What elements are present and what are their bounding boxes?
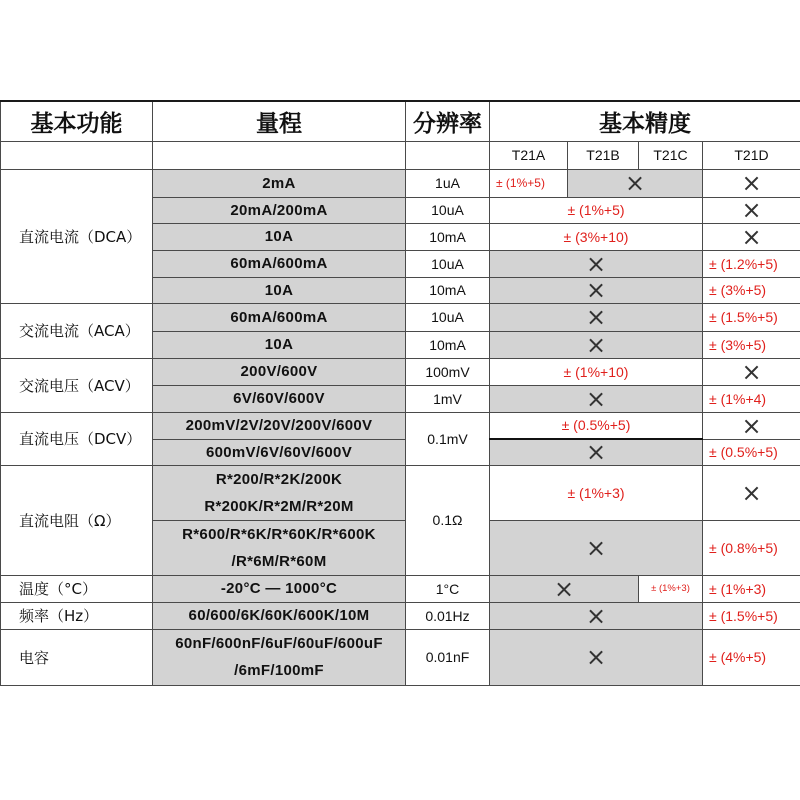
range-line: R*200/R*2K/200K xyxy=(215,470,343,488)
range-cell: 60/600/6K/60K/600K/10M xyxy=(153,602,406,629)
range-line: R*600/R*6K/R*60K/R*600K xyxy=(182,525,376,543)
accuracy-t21d: ± (1%+3) xyxy=(703,575,800,602)
resolution-cell: 1°C xyxy=(406,575,490,602)
resolution-cell: 0.01Hz xyxy=(406,602,490,629)
range-line: /R*6M/R*60M xyxy=(231,552,327,570)
accuracy-t21d: ± (3%+5) xyxy=(703,277,800,303)
function-label-dca: 直流电流（DCA） xyxy=(1,169,153,303)
resolution-cell: 10uA xyxy=(406,250,490,277)
header-function: 基本功能 xyxy=(1,101,153,141)
function-label-dcv: 直流电压（DCV） xyxy=(1,412,153,465)
accuracy-t21a-t21c: ± (3%+10) xyxy=(490,223,703,250)
empty-cell xyxy=(153,141,406,169)
range-cell: 60mA/600mA xyxy=(153,303,406,331)
resolution-cell: 1mV xyxy=(406,385,490,412)
resolution-cell: 0.01nF xyxy=(406,629,490,685)
resolution-cell: 0.1Ω xyxy=(406,465,490,575)
table-row xyxy=(1,358,800,385)
not-supported-mark: × xyxy=(490,331,703,358)
model-t21d: T21D xyxy=(703,141,800,169)
range-cell xyxy=(153,629,406,685)
table-row xyxy=(1,303,800,331)
accuracy-t21d: ± (1.5%+5) xyxy=(703,602,800,629)
resolution-cell: 10mA xyxy=(406,277,490,303)
accuracy-t21d: ± (1%+4) xyxy=(703,385,800,412)
not-supported-mark: × xyxy=(490,629,703,685)
header-resolution: 分辨率 xyxy=(406,101,490,141)
function-label-temperature: 温度（°C） xyxy=(1,575,153,602)
range-cell xyxy=(153,465,406,520)
not-supported-mark: × xyxy=(703,412,800,439)
header-row xyxy=(1,101,800,141)
resolution-cell: 10uA xyxy=(406,197,490,223)
table-row xyxy=(1,412,800,439)
accuracy-t21c: ± (1%+3) xyxy=(639,575,703,602)
table-row xyxy=(1,465,800,520)
not-supported-mark: × xyxy=(490,303,703,331)
function-label-capacitance: 电容 xyxy=(1,629,153,685)
function-label-resistance: 直流电阻（Ω） xyxy=(1,465,153,575)
range-cell: 200mV/2V/20V/200V/600V xyxy=(153,412,406,439)
accuracy-t21a-t21c: ± (0.5%+5) xyxy=(490,412,703,439)
not-supported-mark: × xyxy=(568,169,703,197)
range-cell: 10A xyxy=(153,331,406,358)
not-supported-mark: × xyxy=(490,575,639,602)
accuracy-t21a-t21c: ± (1%+3) xyxy=(490,465,703,520)
model-header-row xyxy=(1,141,800,169)
resolution-cell: 0.1mV xyxy=(406,412,490,465)
range-cell: 6V/60V/600V xyxy=(153,385,406,412)
header-accuracy: 基本精度 xyxy=(490,101,800,141)
not-supported-mark: × xyxy=(703,358,800,385)
accuracy-t21a-t21c: ± (1%+5) xyxy=(490,197,703,223)
table-row xyxy=(1,575,800,602)
accuracy-t21d: ± (3%+5) xyxy=(703,331,800,358)
empty-cell xyxy=(1,141,153,169)
model-t21c: T21C xyxy=(639,141,703,169)
range-line: R*200K/R*2M/R*20M xyxy=(204,497,354,515)
range-cell xyxy=(153,520,406,575)
not-supported-mark: × xyxy=(490,250,703,277)
not-supported-mark: × xyxy=(490,520,703,575)
not-supported-mark: × xyxy=(490,602,703,629)
range-cell: 2mA xyxy=(153,169,406,197)
empty-cell xyxy=(406,141,490,169)
not-supported-mark: × xyxy=(703,169,800,197)
table-row xyxy=(1,169,800,197)
spec-table xyxy=(0,100,800,686)
accuracy-t21d: ± (4%+5) xyxy=(703,629,800,685)
range-cell: 10A xyxy=(153,277,406,303)
function-label-acv: 交流电压（ACV） xyxy=(1,358,153,412)
not-supported-mark: × xyxy=(490,277,703,303)
table-body xyxy=(1,101,800,685)
not-supported-mark: × xyxy=(703,223,800,250)
range-cell: 20mA/200mA xyxy=(153,197,406,223)
range-cell: 10A xyxy=(153,223,406,250)
accuracy-t21d: ± (1.2%+5) xyxy=(703,250,800,277)
range-cell: -20°C — 1000°C xyxy=(153,575,406,602)
resolution-cell: 10mA xyxy=(406,223,490,250)
range-line: /6mF/100mF xyxy=(234,662,324,679)
range-cell: 200V/600V xyxy=(153,358,406,385)
not-supported-mark: × xyxy=(490,385,703,412)
accuracy-t21d: ± (0.8%+5) xyxy=(703,520,800,575)
not-supported-mark: × xyxy=(703,465,800,520)
function-label-aca: 交流电流（ACA） xyxy=(1,303,153,358)
model-t21b: T21B xyxy=(568,141,639,169)
range-cell: 60mA/600mA xyxy=(153,250,406,277)
function-label-frequency: 频率（Hz） xyxy=(1,602,153,629)
resolution-cell: 1uA xyxy=(406,169,490,197)
table-row xyxy=(1,602,800,629)
table-row xyxy=(1,629,800,685)
header-range: 量程 xyxy=(153,101,406,141)
range-line: 60nF/600nF/6uF/60uF/600uF xyxy=(175,635,383,652)
range-cell: 600mV/6V/60V/600V xyxy=(153,439,406,465)
not-supported-mark: × xyxy=(703,197,800,223)
accuracy-t21d: ± (1.5%+5) xyxy=(703,303,800,331)
accuracy-t21a-t21c: ± (1%+10) xyxy=(490,358,703,385)
model-t21a: T21A xyxy=(490,141,568,169)
resolution-cell: 10uA xyxy=(406,303,490,331)
resolution-cell: 10mA xyxy=(406,331,490,358)
resolution-cell: 100mV xyxy=(406,358,490,385)
not-supported-mark: × xyxy=(490,439,703,465)
accuracy-t21d: ± (0.5%+5) xyxy=(703,439,800,465)
accuracy-t21a: ± (1%+5) xyxy=(490,169,568,197)
